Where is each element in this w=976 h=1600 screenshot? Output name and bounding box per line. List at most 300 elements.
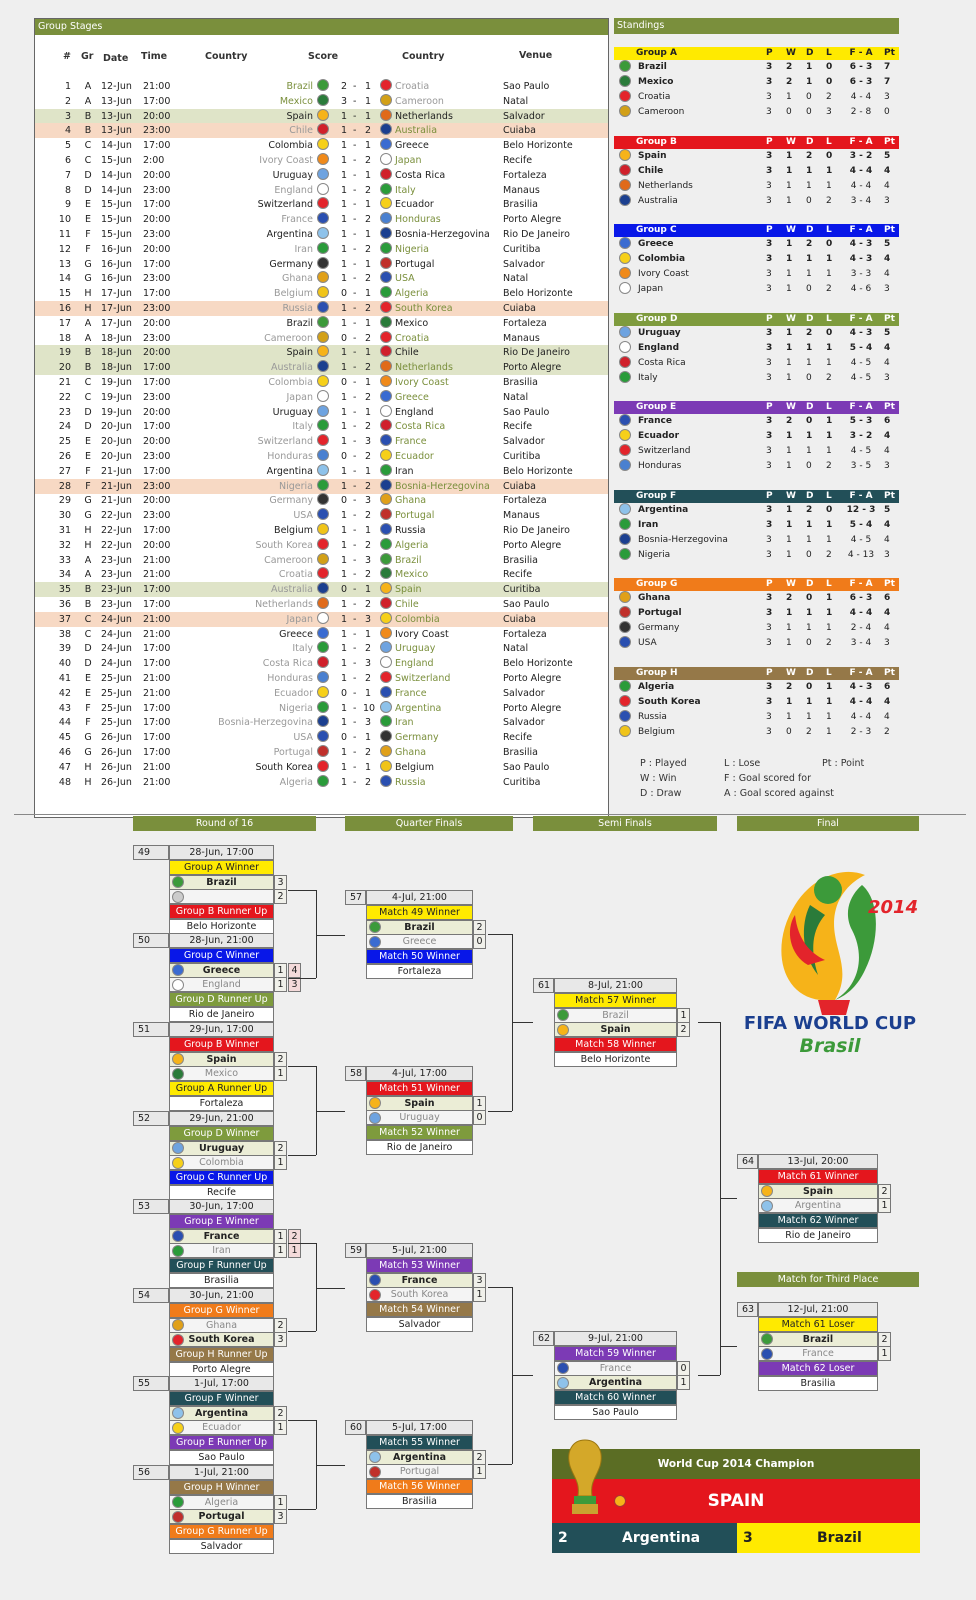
match-row <box>35 183 608 198</box>
match-venue: Fortaleza <box>503 317 547 329</box>
home-team: Colombia <box>268 140 313 152</box>
stat-w: 2 <box>786 416 793 426</box>
stat-pt: 3 <box>884 92 890 102</box>
match-number: 1 <box>64 81 71 92</box>
team-score: 1 <box>473 1096 486 1111</box>
team-score: 3 <box>274 1509 287 1524</box>
score-separator: - <box>353 673 357 684</box>
stat-pt: 4 <box>884 608 891 618</box>
match-datetime: 29-Jun, 21:00 <box>169 1111 274 1126</box>
stat-l: 2 <box>826 92 832 102</box>
team-slot: Greece <box>169 963 274 978</box>
home-score: 1 <box>340 628 348 640</box>
standings-row <box>614 267 899 282</box>
bracket-connector <box>512 1375 533 1376</box>
away-score: 3 <box>364 495 372 507</box>
bracket-connector <box>316 1243 317 1331</box>
col-l: L <box>826 402 832 412</box>
match-row <box>35 493 608 508</box>
away-score: 2 <box>364 362 372 374</box>
team-name: Mexico <box>638 77 674 87</box>
stat-l: 0 <box>826 328 833 338</box>
team-flag-icon <box>369 936 381 948</box>
score-separator: - <box>353 702 357 714</box>
stat-w: 1 <box>786 431 793 441</box>
match-time: 21:00 <box>143 613 171 625</box>
away-team: USA <box>395 273 415 285</box>
match-time: 21:00 <box>143 81 171 92</box>
stat-fa: 4 - 5 <box>850 535 872 545</box>
match-row <box>35 168 608 183</box>
match-venue: Natal <box>503 643 529 655</box>
stat-l: 1 <box>826 608 833 618</box>
match-number-label: 60 <box>345 1420 366 1435</box>
stat-l: 2 <box>826 461 832 471</box>
standings-row <box>614 518 899 533</box>
team-score: 2 <box>274 1141 287 1156</box>
match-number: 28 <box>58 480 71 492</box>
match-time: 23:00 <box>143 480 171 492</box>
match-time: 17:00 <box>143 525 171 536</box>
bracket-connector <box>316 1111 345 1112</box>
match-time: 17:00 <box>143 658 171 670</box>
home-score: 1 <box>340 436 348 448</box>
match-date: 24-Jun <box>101 613 132 625</box>
away-team: Ghana <box>395 747 427 758</box>
team-score: 1 <box>274 1229 287 1244</box>
match-row <box>35 523 608 538</box>
match-venue: Natal <box>503 95 529 107</box>
standings-row <box>614 237 899 252</box>
bracket-slot-label: Group H Runner Up <box>169 1347 274 1362</box>
away-team: Cameroon <box>395 95 444 107</box>
match-venue: Brasilia <box>503 747 538 758</box>
standings-row <box>614 503 899 518</box>
away-score: 1 <box>364 687 372 699</box>
match-group: B <box>84 347 92 359</box>
bracket-connector <box>698 1022 720 1023</box>
match-date: 26-Jun <box>101 776 132 788</box>
stat-p: 3 <box>766 416 773 426</box>
match-date: 22-Jun <box>101 510 132 522</box>
match-number: 19 <box>58 347 71 359</box>
away-team: Australia <box>395 125 438 137</box>
match-number: 13 <box>58 258 71 270</box>
match-date: 12-Jun <box>101 81 132 92</box>
match-datetime: 13-Jul, 20:00 <box>758 1154 878 1169</box>
score-separator: - <box>353 125 357 137</box>
team-slot: Spain <box>366 1096 473 1111</box>
team-name: Ghana <box>638 593 671 603</box>
legend-a: A : Goal scored against <box>724 788 834 799</box>
match-number: 12 <box>58 243 71 255</box>
hdr-score: Score <box>308 51 339 62</box>
home-score: 1 <box>340 717 348 729</box>
home-score: 1 <box>340 243 348 255</box>
standings-row <box>614 548 899 563</box>
away-score: 2 <box>364 421 372 433</box>
match-time: 17:00 <box>143 465 171 477</box>
away-score: 1 <box>364 317 372 329</box>
match-number: 9 <box>64 199 71 211</box>
match-row <box>35 316 608 331</box>
col-p: P <box>766 314 773 324</box>
match-row <box>35 627 608 642</box>
home-team: Argentina <box>266 465 313 477</box>
match-datetime: 30-Jun, 21:00 <box>169 1288 274 1303</box>
match-number: 44 <box>58 717 71 729</box>
stat-l: 1 <box>826 431 833 441</box>
stat-p: 3 <box>766 196 772 206</box>
third-place-rank: 3 <box>743 1530 753 1546</box>
match-number: 4 <box>64 125 71 137</box>
away-team: Italy <box>395 184 416 196</box>
team-score: 1 <box>878 1198 891 1213</box>
team-slot: Brazil <box>554 1008 677 1023</box>
team-name: Australia <box>638 196 678 206</box>
away-score: 1 <box>364 199 372 211</box>
match-venue: Manaus <box>503 332 540 344</box>
stat-l: 1 <box>826 358 832 368</box>
standings-group-header <box>614 667 899 680</box>
match-date: 23-Jun <box>101 584 132 596</box>
match-number: 14 <box>58 273 71 285</box>
team-flag-icon <box>761 1185 773 1197</box>
match-venue: Rio de Janeiro <box>758 1228 878 1243</box>
match-datetime: 28-Jun, 17:00 <box>169 845 274 860</box>
standings-row <box>614 414 899 429</box>
bracket-slot-label: Match 56 Winner <box>366 1479 473 1494</box>
legend-f: F : Goal scored for <box>724 773 811 784</box>
match-row <box>35 715 608 730</box>
match-time: 17:00 <box>143 421 171 433</box>
runner-up-rank: 2 <box>558 1530 568 1546</box>
col-pt: Pt <box>884 402 895 412</box>
stat-p: 3 <box>766 358 772 368</box>
match-date: 16-Jun <box>101 273 132 285</box>
match-venue: Belo Horizonte <box>503 465 573 477</box>
bracket-slot-label: Group D Winner <box>169 1126 274 1141</box>
away-team: Iran <box>395 717 414 729</box>
standings-row <box>614 371 899 386</box>
stat-l: 1 <box>826 181 832 191</box>
match-venue: Brasilia <box>503 199 538 211</box>
col-d: D <box>806 48 814 58</box>
col-d: D <box>806 137 814 147</box>
match-number-label: 51 <box>133 1022 169 1037</box>
champion-team: SPAIN <box>552 1479 920 1523</box>
stat-p: 3 <box>766 328 773 338</box>
match-row <box>35 153 608 168</box>
away-team: Japan <box>395 155 422 166</box>
stat-w: 1 <box>786 373 792 383</box>
bracket-slot-label: Match 53 Winner <box>366 1258 473 1273</box>
stat-pt: 3 <box>884 638 890 648</box>
match-datetime: 4-Jul, 17:00 <box>366 1066 473 1081</box>
match-venue: Salvador <box>503 110 545 122</box>
team-flag-icon <box>172 1157 184 1169</box>
match-group: F <box>85 702 91 714</box>
home-team: Brazil <box>286 81 313 92</box>
score-separator: - <box>353 599 357 610</box>
col-fa: F - A <box>849 225 873 235</box>
match-group: A <box>84 95 92 107</box>
team-score: 1 <box>274 1066 287 1081</box>
stat-d: 0 <box>806 373 812 383</box>
match-group: G <box>84 510 92 522</box>
stat-pt: 4 <box>884 343 891 353</box>
match-group: D <box>84 169 92 181</box>
team-flag-icon <box>172 1245 184 1257</box>
stat-p: 3 <box>766 727 772 737</box>
away-score: 2 <box>364 155 372 166</box>
group-name: Group D <box>636 314 678 324</box>
stat-d: 1 <box>806 77 813 87</box>
stat-d: 0 <box>806 550 812 560</box>
match-date: 21-Jun <box>101 495 132 507</box>
score-separator: - <box>353 317 357 329</box>
standings-row <box>614 341 899 356</box>
stat-p: 3 <box>766 166 773 176</box>
match-venue: Salvador <box>503 687 545 699</box>
away-team: France <box>395 436 427 448</box>
match-row <box>35 242 608 257</box>
match-row <box>35 109 608 124</box>
score-separator: - <box>353 406 357 418</box>
team-score: 1 <box>473 1287 486 1302</box>
stat-pt: 4 <box>884 269 890 279</box>
match-group: A <box>84 81 92 92</box>
score-separator: - <box>353 258 357 270</box>
bracket-slot-label: Group F Runner Up <box>169 1258 274 1273</box>
team-name: England <box>638 343 680 353</box>
bracket-slot-label: Group B Winner <box>169 1037 274 1052</box>
col-d: D <box>806 402 814 412</box>
away-score: 1 <box>364 406 372 418</box>
match-time: 21:00 <box>143 673 171 684</box>
round-of-16-header: Round of 16 <box>133 816 316 831</box>
team-name: Japan <box>638 284 664 294</box>
team-slot: Spain <box>554 1022 677 1037</box>
penalty-score: 4 <box>288 963 301 978</box>
match-datetime: 8-Jul, 21:00 <box>554 978 677 993</box>
match-date: 25-Jun <box>101 673 132 684</box>
home-team: Iran <box>294 243 313 255</box>
team-score: 1 <box>274 1243 287 1258</box>
away-score: 2 <box>364 303 372 314</box>
match-number: 38 <box>58 628 71 640</box>
match-venue: Sao Paulo <box>503 761 550 773</box>
bracket-slot-label: Match 54 Winner <box>366 1302 473 1317</box>
bracket-connector <box>488 934 512 935</box>
stat-p: 3 <box>766 343 773 353</box>
standings-group-header <box>614 224 899 237</box>
home-team: Chile <box>289 125 313 137</box>
match-time: 21:00 <box>143 554 171 566</box>
home-score: 1 <box>340 702 348 714</box>
match-time: 23:00 <box>143 510 171 522</box>
match-date: 23-Jun <box>101 599 132 610</box>
team-name: Uruguay <box>638 328 681 338</box>
away-team: Ivory Coast <box>395 377 449 388</box>
match-venue: Salvador <box>503 436 545 448</box>
match-number: 37 <box>58 613 71 625</box>
match-venue: Brasilia <box>758 1376 878 1391</box>
match-group: E <box>84 214 91 226</box>
match-date: 23-Jun <box>101 554 132 566</box>
hdr-venue: Venue <box>519 50 553 61</box>
stat-fa: 4 - 4 <box>850 92 872 102</box>
match-group: C <box>84 377 92 388</box>
stat-d: 1 <box>806 62 813 72</box>
away-team: England <box>395 658 434 670</box>
team-name: Nigeria <box>638 550 671 560</box>
bracket-slot-label: Match 58 Winner <box>554 1037 677 1052</box>
col-fa: F - A <box>849 314 873 324</box>
team-name: Honduras <box>638 461 682 471</box>
score-separator: - <box>353 140 357 152</box>
stat-w: 1 <box>786 269 792 279</box>
standings-row <box>614 636 899 651</box>
col-fa: F - A <box>849 668 873 678</box>
match-number: 33 <box>58 554 71 566</box>
bracket-slot-label: Match 62 Winner <box>758 1213 878 1228</box>
home-score: 1 <box>340 539 348 551</box>
home-score: 1 <box>340 406 348 418</box>
stat-w: 2 <box>786 62 793 72</box>
match-group: C <box>84 155 92 166</box>
match-venue: Curitiba <box>503 451 541 462</box>
col-pt: Pt <box>884 668 895 678</box>
stat-pt: 4 <box>884 697 891 707</box>
match-time: 23:00 <box>143 332 171 344</box>
away-score: 1 <box>364 258 372 270</box>
match-group: H <box>84 525 92 536</box>
col-p: P <box>766 402 773 412</box>
score-separator: - <box>353 169 357 181</box>
standings-row <box>614 429 899 444</box>
bracket-slot-label: Match 55 Winner <box>366 1435 473 1450</box>
stat-w: 1 <box>786 284 792 294</box>
col-w: W <box>786 225 796 235</box>
team-slot: Mexico <box>169 1066 274 1081</box>
match-venue: Curitiba <box>503 776 541 788</box>
away-team: Nigeria <box>395 243 429 255</box>
quarter-finals-header: Quarter Finals <box>345 816 513 831</box>
match-venue: Cuiaba <box>503 613 536 625</box>
bracket-connector <box>288 1243 316 1244</box>
stat-w: 1 <box>786 343 793 353</box>
legend-w: W : Win <box>640 773 677 784</box>
away-score: 2 <box>364 569 372 581</box>
match-group: C <box>84 391 92 403</box>
away-score: 2 <box>364 673 372 684</box>
home-team: Nigeria <box>279 480 313 492</box>
hdr-time: Time <box>141 51 168 62</box>
match-group: D <box>84 184 92 196</box>
match-row <box>35 479 608 494</box>
stat-w: 1 <box>786 181 792 191</box>
home-team: Mexico <box>279 95 313 107</box>
score-separator: - <box>353 451 357 462</box>
match-group: F <box>85 243 91 255</box>
match-datetime: 29-Jun, 17:00 <box>169 1022 274 1037</box>
match-time: 23:00 <box>143 229 171 240</box>
bracket-slot-label: Group B Runner Up <box>169 904 274 919</box>
stat-fa: 2 - 8 <box>850 107 872 117</box>
match-date: 14-Jun <box>101 169 132 181</box>
team-flag-icon <box>172 1142 184 1154</box>
stat-fa: 3 - 3 <box>850 269 872 279</box>
match-row <box>35 79 608 94</box>
match-group: H <box>84 776 92 788</box>
match-group: F <box>85 480 91 492</box>
away-score: 1 <box>364 628 372 640</box>
stat-pt: 7 <box>884 62 891 72</box>
home-team: Germany <box>269 258 313 270</box>
bracket-slot-label: Match 61 Loser <box>758 1317 878 1332</box>
match-group: A <box>84 317 92 329</box>
bracket-connector <box>288 1155 316 1156</box>
match-number-label: 52 <box>133 1111 169 1126</box>
stat-w: 1 <box>786 535 792 545</box>
team-score: 2 <box>677 1022 690 1037</box>
match-time: 20:00 <box>143 317 171 329</box>
away-score: 2 <box>364 273 372 285</box>
match-number: 11 <box>58 229 71 240</box>
standings-group-header <box>614 401 899 414</box>
stat-fa: 3 - 5 <box>850 461 872 471</box>
home-score: 1 <box>340 184 348 196</box>
stat-w: 1 <box>786 254 793 264</box>
home-score: 1 <box>340 303 348 314</box>
bracket-slot-label: Match 60 Winner <box>554 1390 677 1405</box>
stat-l: 0 <box>826 505 833 515</box>
match-number: 46 <box>58 747 71 758</box>
match-row <box>35 449 608 464</box>
stat-pt: 3 <box>884 196 890 206</box>
stat-p: 3 <box>766 92 772 102</box>
away-team: Greece <box>395 140 429 152</box>
standings-row <box>614 591 899 606</box>
stat-fa: 5 - 4 <box>849 343 873 353</box>
match-time: 17:00 <box>143 362 171 374</box>
score-separator: - <box>353 717 357 729</box>
away-team: Brazil <box>395 554 422 566</box>
match-time: 17:00 <box>143 732 171 744</box>
stat-fa: 2 - 3 <box>850 727 872 737</box>
match-number: 3 <box>64 110 71 122</box>
stat-d: 2 <box>806 328 813 338</box>
score-separator: - <box>353 273 357 285</box>
stat-fa: 4 - 4 <box>849 608 873 618</box>
match-number: 29 <box>58 495 71 507</box>
team-slot: Spain <box>169 1052 274 1067</box>
col-w: W <box>786 314 796 324</box>
col-l: L <box>826 579 832 589</box>
home-team: Brazil <box>286 317 313 329</box>
match-time: 21:00 <box>143 569 171 581</box>
bracket-slot-label: Match 59 Winner <box>554 1346 677 1361</box>
home-score: 1 <box>340 525 348 536</box>
score-separator: - <box>353 436 357 448</box>
home-team: Spain <box>286 347 313 359</box>
match-row <box>35 775 608 790</box>
team-score: 2 <box>878 1332 891 1347</box>
legend-l: L : Lose <box>724 758 761 769</box>
home-score: 0 <box>340 732 348 744</box>
match-row <box>35 686 608 701</box>
